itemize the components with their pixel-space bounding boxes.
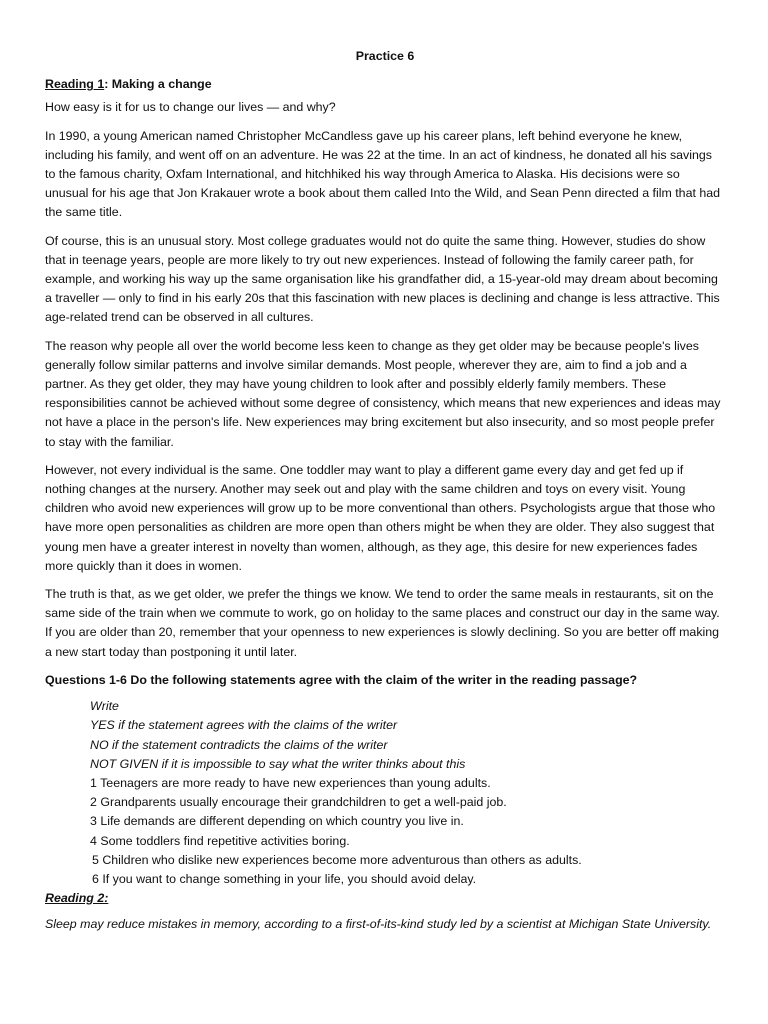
- reading1-question: How easy is it for us to change our lives — and why?: [45, 100, 336, 115]
- reading1-title: : Making a change: [104, 77, 212, 92]
- reading1-paragraph-3: The reason why people all over the world become less keen to change as they get older may be because people's lives generally follow similar patterns and involve similar demands. Most people, wherever they are, aim to find a job and a partner. As they get older, they may have young children to look after and possibly elderly family members. These responsibilities cannot be achieved without some degree of consistency, which means that new experiences and ideas may not have a place in the person's life. New experiences may bring excitement but also insecurity, and so most people prefer to stay with the familiar.: [45, 338, 721, 449]
- reading1-paragraph-2: Of course, this is an unusual story. Most college graduates would not do quite the same thing. However, studies do show that in teenage years, people are more likely to try out new experiences. Instead of following the family career path, for example, and working his way up the same organisation like his grandfather did, a 15-year-old may dream about becoming a traveller — only to find in his early 20s that this fascination with new places is declining and change is less attractive. This age-related trend can be observed in all cultures.: [45, 233, 720, 325]
- document-page: [45, 47, 725, 935]
- instruction-line: Write: [90, 699, 119, 714]
- question-list: [90, 774, 725, 889]
- reading1-heading: [45, 75, 725, 94]
- instruction-line: NOT GIVEN if it is impossible to say what the writer thinks about this: [90, 756, 466, 771]
- instruction-line: YES if the statement agrees with the claims of the writer: [90, 718, 398, 733]
- reading2-heading: Reading 2:: [45, 891, 109, 906]
- question-item: 1 Teenagers are more ready to have new experiences than young adults.: [90, 775, 491, 790]
- reading1-label: Reading 1: [45, 77, 105, 92]
- question-item: 3 Life demands are different depending on which country you live in.: [90, 814, 464, 829]
- question-item: 5 Children who dislike new experiences become more adventurous than others as adults.: [92, 852, 582, 867]
- questions-instructions: [90, 697, 725, 774]
- page-title: Practice 6: [355, 49, 415, 63]
- question-item: 4 Some toddlers find repetitive activities boring.: [90, 833, 350, 848]
- reading1-paragraph-4: However, not every individual is the same. One toddler may want to play a different game every day and get fed up if nothing changes at the nursery. Another may seek out and play with the same children and toys on every visit. Young children who avoid new experiences will grow up to be more conventional than others. Psychologists argue that those who have more open personalities as children are more open than others might be when they are older. They also suggest that young men have a greater interest in novelty than women, although, as they age, this desire for new experiences fades more quickly than it does in women.: [45, 462, 716, 573]
- questions-title: Questions 1-6 Do the following statements agree with the claim of the writer in the reading passage?: [45, 672, 638, 687]
- reading2-intro: Sleep may reduce mistakes in memory, according to a first-of-its-kind study led by a scientist at Michigan State University.: [45, 917, 712, 932]
- reading1-paragraph-1: In 1990, a young American named Christopher McCandless gave up his career plans, left behind everyone he knew, including his family, and went off on an adventure. He was 22 at the time. In an act of kindness, he donated all his savings to the famous charity, Oxfam International, and hitchhiked his way through America to Alaska. His decisions were so unusual for his age that Jon Krakauer wrote a book about them called Into the Wild, and Sean Penn directed a film that had the same title.: [45, 128, 721, 220]
- question-item: 6 If you want to change something in your life, you should avoid delay.: [92, 871, 477, 886]
- instruction-line: NO if the statement contradicts the claims of the writer: [90, 737, 388, 752]
- question-item: 2 Grandparents usually encourage their grandchildren to get a well-paid job.: [90, 795, 507, 810]
- reading1-paragraph-5: The truth is that, as we get older, we prefer the things we know. We tend to order the same meals in restaurants, sit on the same side of the train when we commute to work, go on holiday to the same places and construct our day in the same way. If you are older than 20, remember that your openness to new experiences is slowly declining. So you are better off making a new start today than postponing it until later.: [45, 587, 720, 659]
